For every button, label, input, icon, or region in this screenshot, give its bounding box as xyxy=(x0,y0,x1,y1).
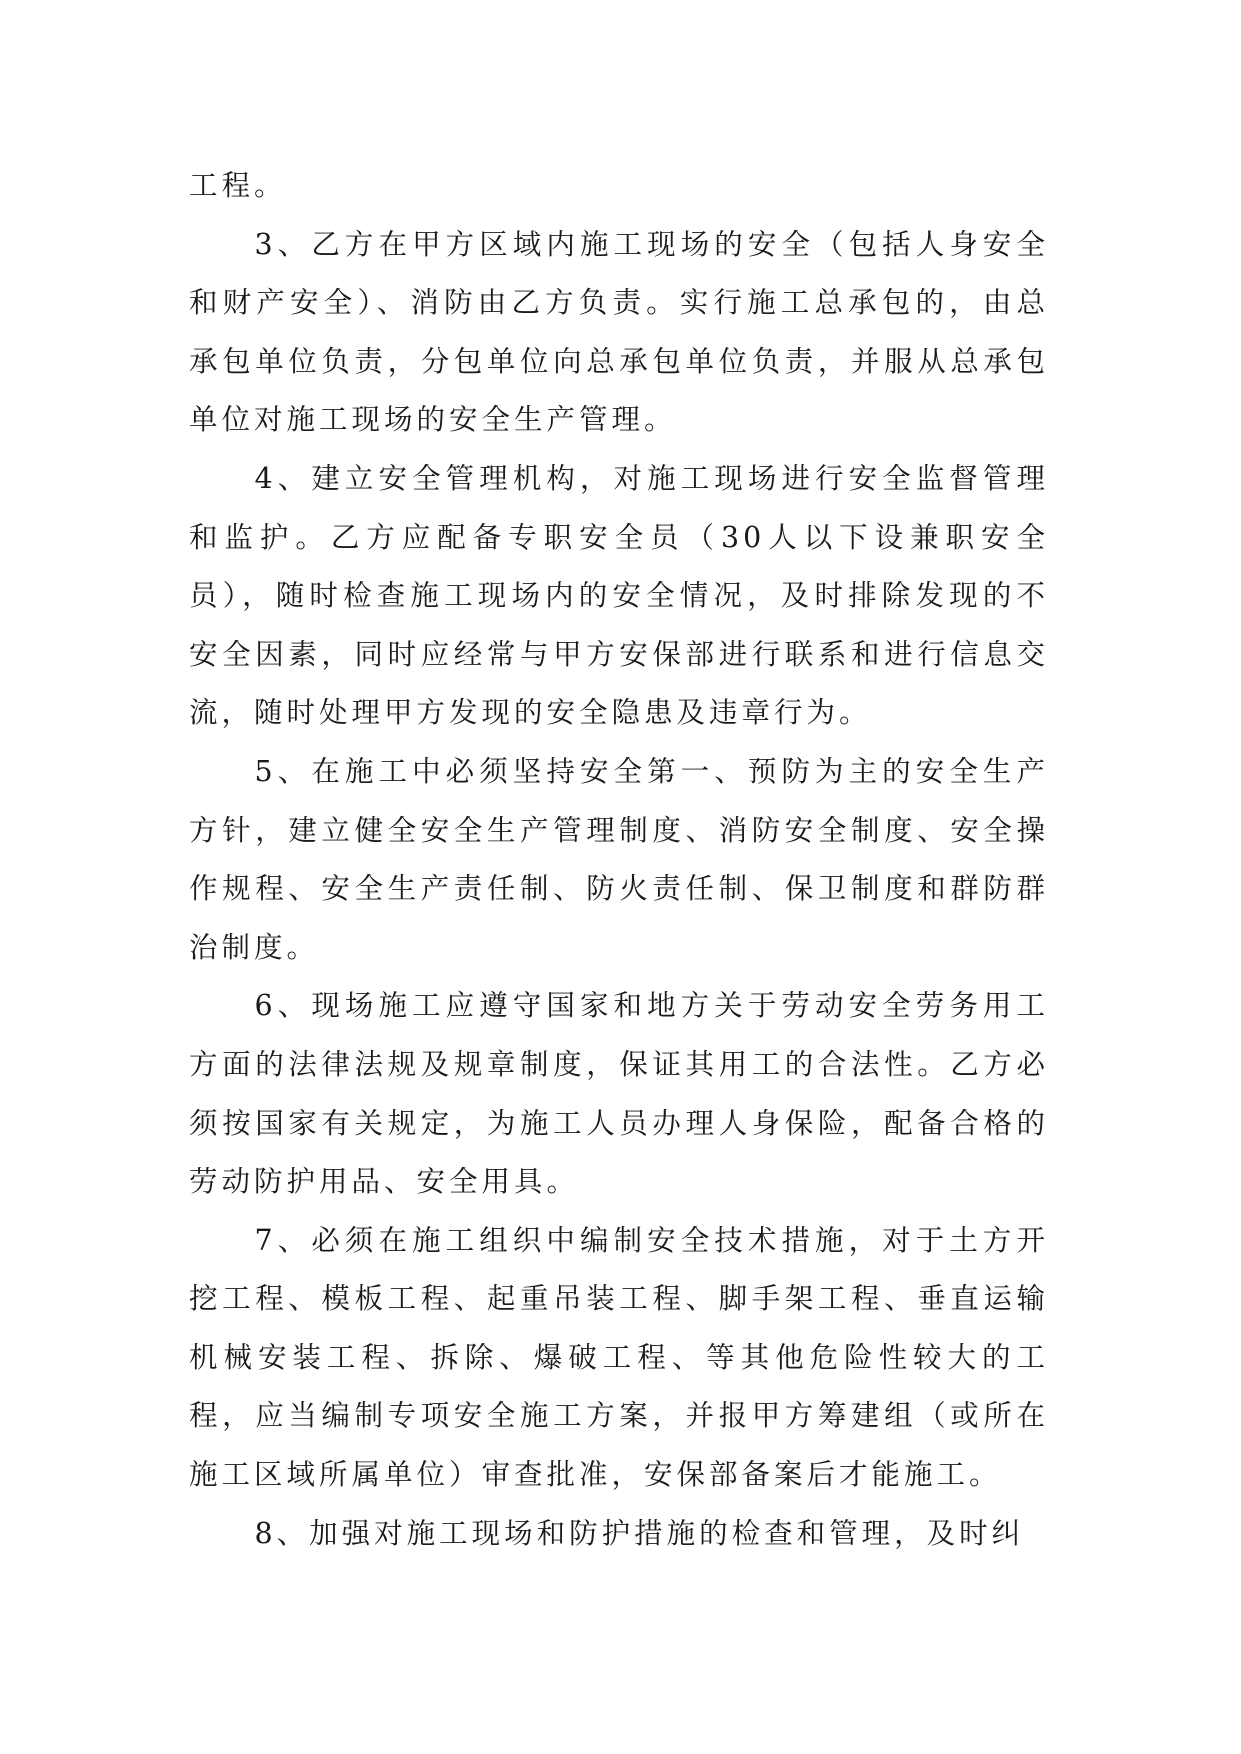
paragraph-8: 8、加强对施工现场和防护措施的检查和管理，及时纠 xyxy=(254,1516,1025,1550)
paragraph-3: 3、乙方在甲方区域内施工现场的安全（包括人身安全和财产安全）、消防由乙方负责。实行施工总承包的，由总承包单位负责，分包单位向总承包单位负责，并服从总承包单位对施工现场的安全生产管理。 xyxy=(189,227,1049,437)
paragraph-6: 6、现场施工应遵守国家和地方关于劳动安全劳务用工方面的法律法规及规章制度，保证其用工的合法性。乙方必须按国家有关规定，为施工人员办理人身保险，配备合格的劳动防护用品、安全用具。 xyxy=(189,989,1049,1199)
paragraph-4: 4、建立安全管理机构，对施工现场进行安全监督管理和监护。乙方应配备专职安全员（30人以下设兼职安全员），随时检查施工现场内的安全情况，及时排除发现的不安全因素，同时应经常与甲方安保部进行联系和进行信息交流，随时处理甲方发现的安全隐患及违章行为。 xyxy=(189,461,1049,730)
paragraph-continuation: 工程。 xyxy=(189,169,287,202)
document-body xyxy=(189,157,1049,1563)
paragraph-5: 5、在施工中必须坚持安全第一、预防为主的安全生产方针，建立健全安全生产管理制度、消防安全制度、安全操作规程、安全生产责任制、防火责任制、保卫制度和群防群治制度。 xyxy=(189,754,1049,964)
paragraph-7: 7、必须在施工组织中编制安全技术措施，对于土方开挖工程、模板工程、起重吊装工程、脚手架工程、垂直运输机械安装工程、拆除、爆破工程、等其他危险性较大的工程，应当编制专项安全施工方案，并报甲方筹建组（或所在施工区域所属单位）审查批准，安保部备案后才能施工。 xyxy=(189,1223,1049,1492)
